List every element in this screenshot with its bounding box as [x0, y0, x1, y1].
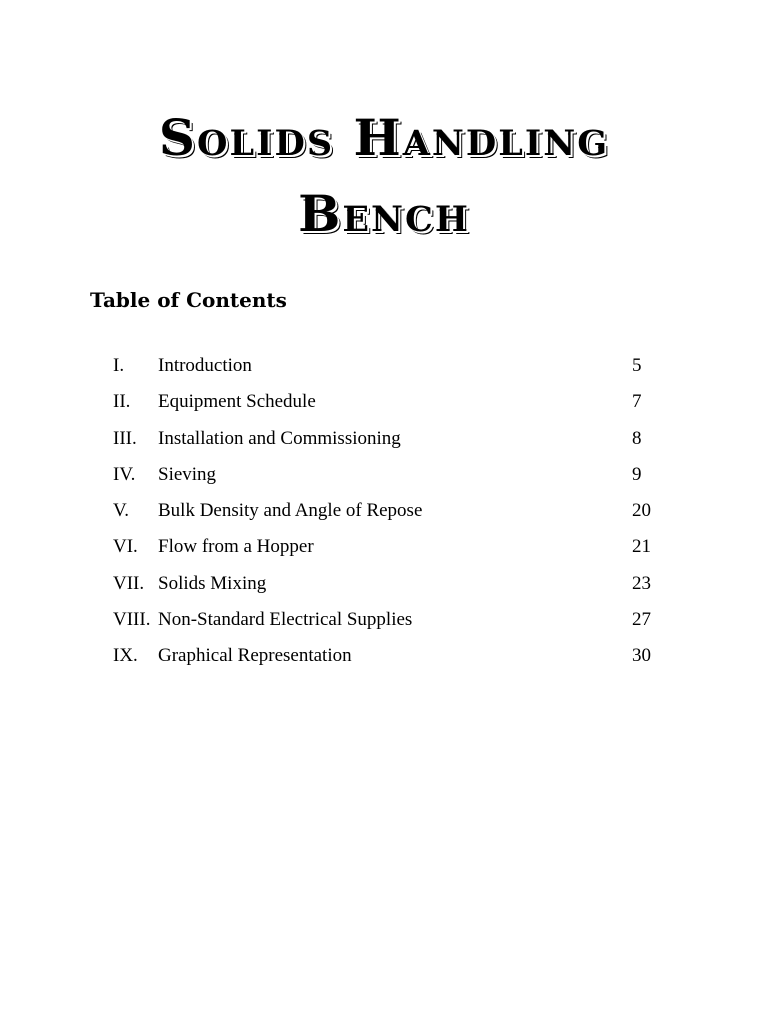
- toc-entry-equipment-schedule: [113, 384, 673, 420]
- toc-entry-graphical-representation: [113, 638, 673, 674]
- toc-page-number: 30: [632, 645, 651, 667]
- toc-page-number: 9: [632, 463, 642, 485]
- toc-entry-flow-hopper: [113, 529, 673, 565]
- toc-page-number: 8: [632, 427, 642, 449]
- toc-entry-bulk-density: [113, 493, 673, 529]
- toc-page-number: 20: [632, 500, 651, 522]
- table-of-contents: [113, 348, 673, 675]
- toc-numeral: I.: [113, 355, 125, 376]
- toc-page-number: 7: [632, 391, 642, 413]
- toc-title: Solids Mixing: [158, 572, 267, 594]
- toc-page-number: 5: [632, 355, 642, 376]
- toc-heading: Table of Contents: [90, 288, 287, 312]
- title-line-2: Bench: [298, 184, 470, 243]
- toc-numeral: III.: [113, 427, 137, 449]
- toc-title: Bulk Density and Angle of Repose: [158, 500, 423, 522]
- toc-title: Equipment Schedule: [158, 391, 316, 413]
- toc-entry-electrical-supplies: [113, 602, 673, 638]
- toc-title: Graphical Representation: [158, 645, 352, 667]
- toc-title: Installation and Commissioning: [158, 427, 401, 449]
- toc-numeral: V.: [113, 500, 130, 522]
- toc-entry-installation-commissioning: [113, 421, 673, 457]
- toc-entry-solids-mixing: [113, 566, 673, 602]
- toc-numeral: IX.: [113, 645, 138, 667]
- toc-title: Introduction: [158, 355, 252, 376]
- toc-title: Flow from a Hopper: [158, 536, 314, 558]
- document-title: [0, 100, 768, 252]
- toc-entry-introduction: [113, 348, 673, 384]
- toc-numeral: VIII.: [113, 609, 151, 631]
- title-line-1: Solids Handling: [158, 108, 610, 167]
- toc-numeral: VII.: [113, 572, 145, 594]
- toc-page-number: 27: [632, 609, 651, 631]
- toc-entry-sieving: [113, 457, 673, 493]
- toc-title: Non-Standard Electrical Supplies: [158, 609, 413, 631]
- toc-numeral: II.: [113, 391, 131, 413]
- toc-numeral: IV.: [113, 463, 136, 485]
- toc-page-number: 21: [632, 536, 651, 558]
- toc-page-number: 23: [632, 572, 651, 594]
- toc-numeral: VI.: [113, 536, 138, 558]
- toc-title: Sieving: [158, 463, 217, 485]
